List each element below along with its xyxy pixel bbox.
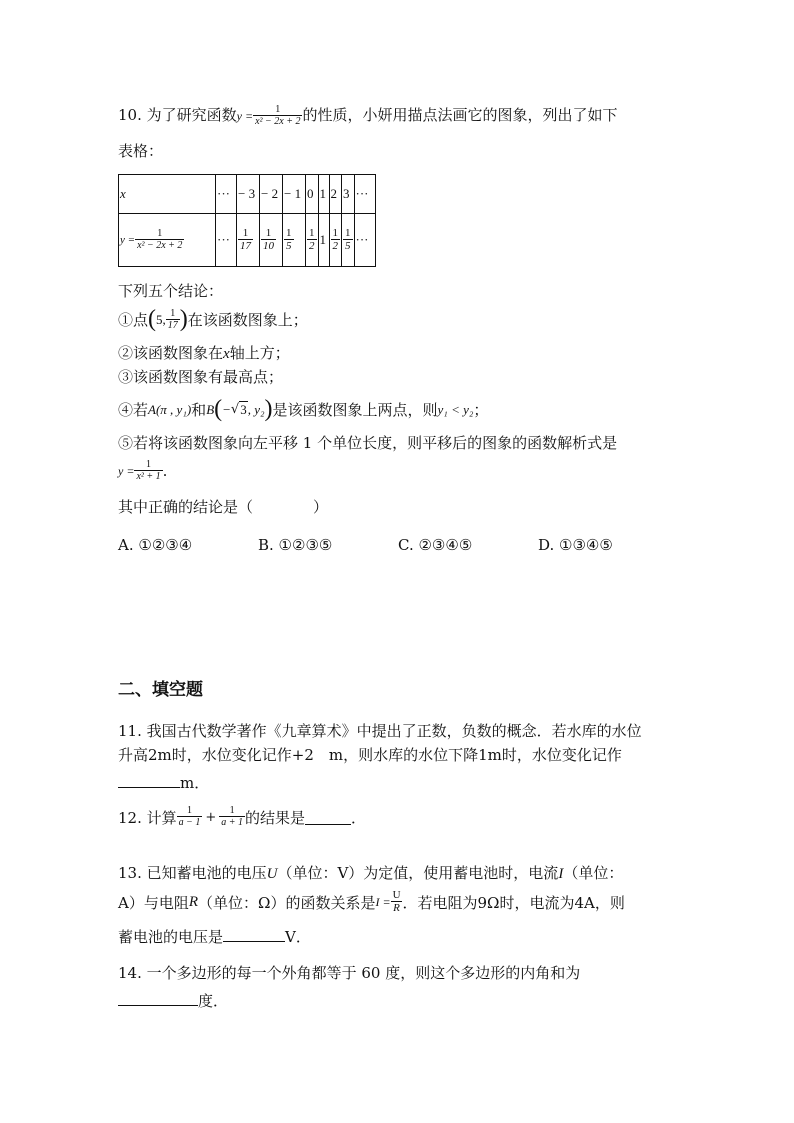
q11-line2: 升高2m时，水位变化记作+2 m，则水库的水位下降1m时，水位变化记作 — [118, 746, 622, 764]
table-cell: ··· — [354, 214, 375, 267]
table-row-y — [119, 214, 376, 267]
table-cell: ··· — [354, 175, 375, 214]
table-cell: ··· — [216, 214, 237, 267]
q10-statement-2: ②该函数图象在x轴上方； — [118, 344, 290, 362]
q10-option-c[interactable]: C. ②③④⑤ — [398, 536, 473, 554]
q14-line1: 14. 一个多边形的每一个外角都等于 60 度，则这个多边形的内角和为 — [118, 964, 581, 982]
table-cell: − 1 — [283, 175, 306, 214]
table-cell: 3 — [342, 175, 355, 214]
q10-statement-4: ④若 A(π , y₁) 和 B ( − √ 3 , y₂ ) 是该函数图象上两点，则 y₁ < y₂ ； — [118, 396, 489, 422]
table-cell: $\frac{1}{2}$ — [306, 214, 319, 267]
q10-statement-5: ⑤若将该函数图象向左平移 1 个单位长度，则平移后的图象的函数解析式是 — [118, 434, 618, 452]
table-cell: $\frac{1}{10}$ — [260, 214, 283, 267]
table-cell: $\frac{1}{5}$ — [342, 214, 355, 267]
q10-option-b[interactable]: B. ①②③⑤ — [258, 536, 333, 554]
q11-line1: 11. 我国古代数学著作《九章算术》中提出了正数，负数的概念．若水库的水位 — [118, 722, 642, 740]
q10-line2: 表格： — [118, 142, 164, 160]
q10-statement-5-formula: y = $\frac{1}{\text{x² + 1}}$ . — [118, 459, 168, 482]
q13-line2: A）与电阻 R （单位：Ω）的函数关系是 I = $\frac{U}{R}$ ．若电阻为9Ω时，电流为4A，则 — [118, 889, 625, 914]
table-cell: $\frac{1}{2}$ — [329, 214, 342, 267]
q10-line1 — [118, 104, 617, 127]
q10-statement-3: ③该函数图象有最高点； — [118, 368, 284, 386]
q12-answer-blank[interactable] — [305, 810, 351, 825]
table-y-label: y = $\frac{1}{\text{x² − 2x + 2}}$ — [119, 214, 216, 267]
table-cell: − 3 — [237, 175, 260, 214]
q13-line1: 13. 已知蓄电池的电压U（单位：V）为定值，使用蓄电池时，电流I（单位： — [118, 864, 624, 882]
table-row-x — [119, 175, 376, 214]
table-cell: 1 — [318, 175, 329, 214]
q10-number: 10. — [118, 106, 142, 124]
q10-option-d[interactable]: D. ①③④⑤ — [538, 536, 613, 554]
table-cell: 1 — [318, 214, 329, 267]
table-cell: 0 — [306, 175, 319, 214]
q10-statement-1: ①点 ( 5, $\frac{1}{17}$ ) 在该函数图象上； — [118, 306, 308, 332]
table-cell: − 2 — [260, 175, 283, 214]
q12-line: 12. 计算 $\frac{1}{a - 1}$ + $\frac{1}{a + 1}$ 的结果是 ． — [118, 805, 367, 828]
q10-intro-b: 的性质，小妍用描点法画它的图象，列出了如下 — [302, 106, 618, 124]
q10-value-table — [118, 174, 376, 267]
table-cell: $\frac{1}{5}$ — [283, 214, 306, 267]
q10-func-lhs: y = — [236, 109, 254, 123]
table-cell: ··· — [216, 175, 237, 214]
q11-line3: m． — [118, 772, 209, 793]
table-cell: $\frac{1}{17}$ — [237, 214, 260, 267]
q10-question: 其中正确的结论是（ ） — [118, 498, 329, 516]
q10-lead: 下列五个结论： — [118, 282, 224, 300]
q14-line2: 度． — [118, 990, 228, 1011]
q10-intro-a: 为了研究函数 — [146, 106, 237, 124]
q10-option-a[interactable]: A. ①②③④ — [118, 536, 193, 554]
section-heading: 二、填空题 — [118, 680, 203, 700]
table-cell: 2 — [329, 175, 342, 214]
q13-line3: 蓄电池的电压是 V． — [118, 928, 311, 946]
table-x-label: x — [119, 175, 216, 214]
q13-answer-blank[interactable] — [223, 927, 285, 942]
q10-func-fraction: $\frac{1}{\text{x² − 2x + 2}}$ — [255, 104, 301, 127]
q11-answer-blank[interactable] — [118, 773, 180, 788]
q14-answer-blank[interactable] — [118, 991, 198, 1006]
